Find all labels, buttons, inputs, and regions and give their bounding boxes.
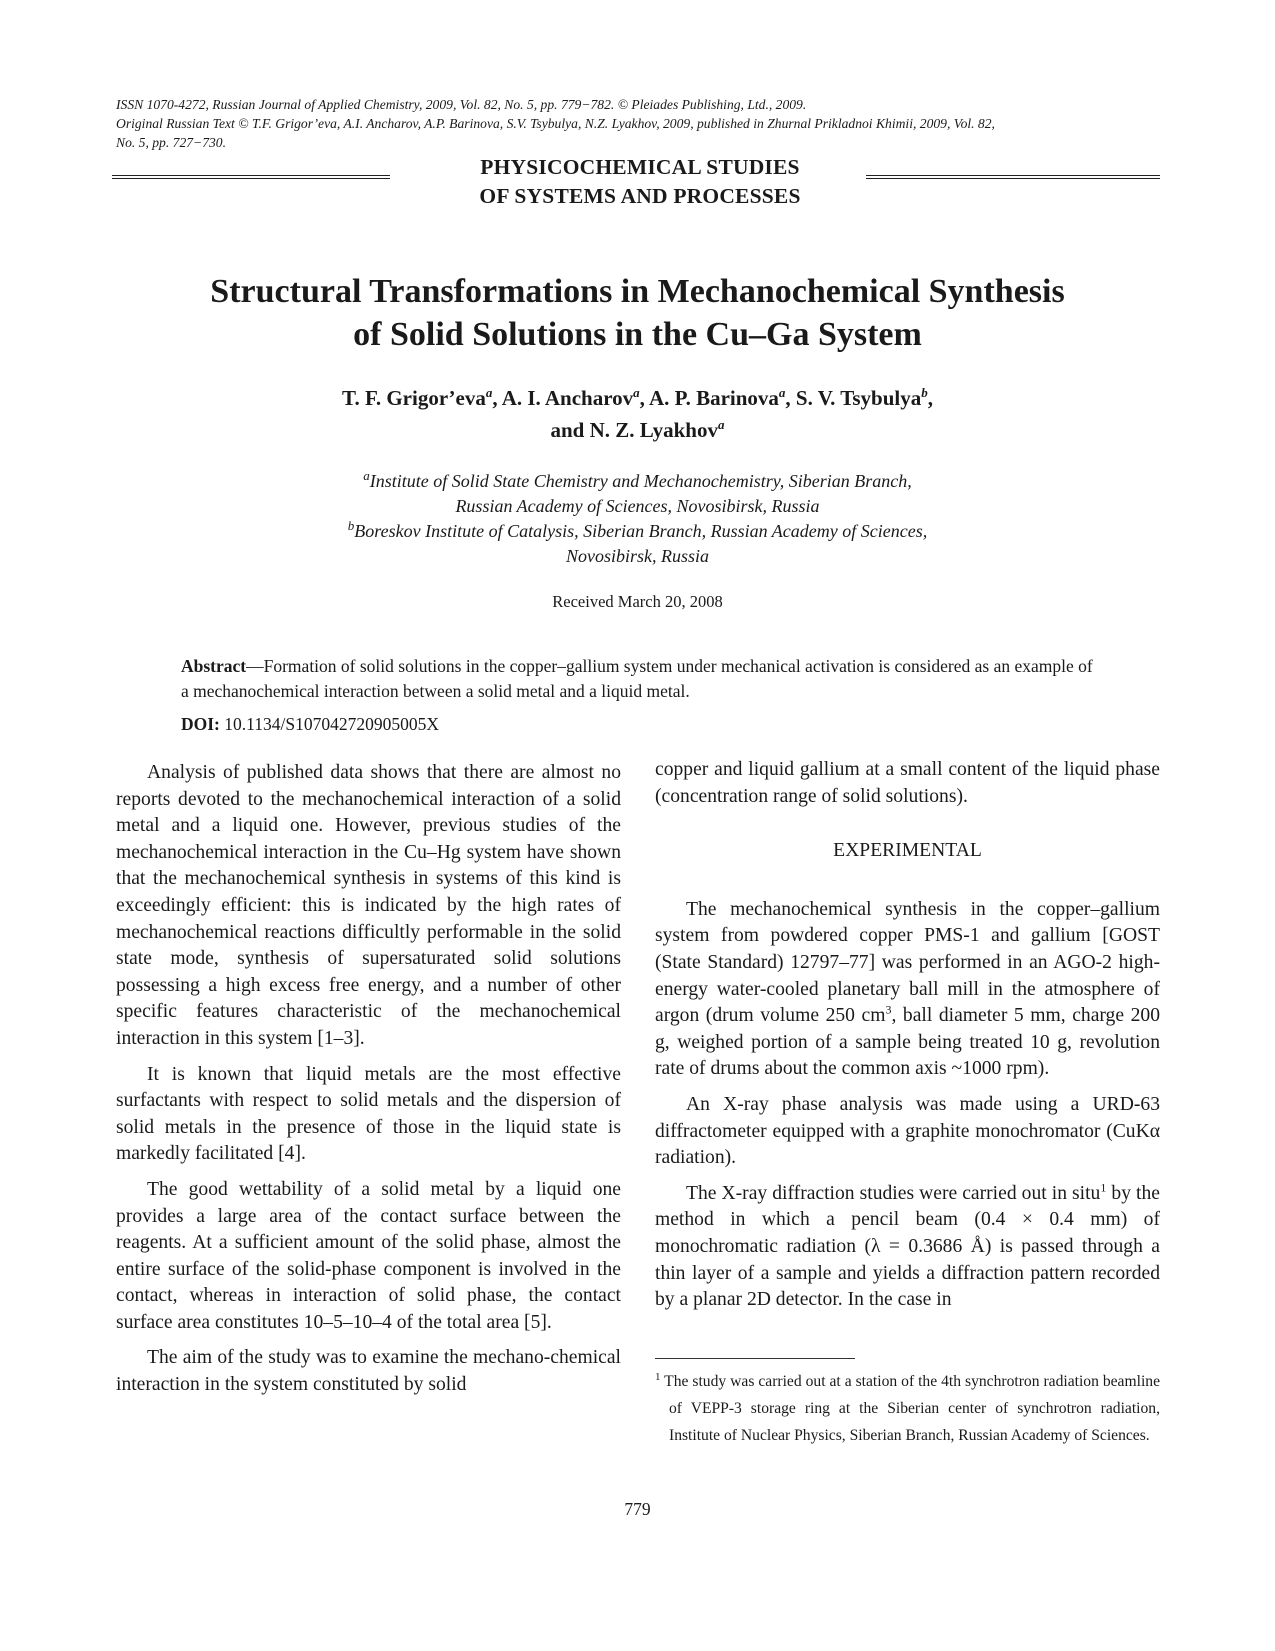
section-rule-left xyxy=(112,175,390,179)
abstract-label: Abstract xyxy=(181,656,247,676)
author-4-affil-mark: b xyxy=(921,385,928,400)
right-column xyxy=(655,757,1160,1323)
paragraph: Analysis of published data shows that there are almost no reports devoted to the mechanochemical interaction of a solid metal and a liquid one. However, previous studies of the mechanochemical interaction in the Cu–Hg system have shown that the mechanochemical synthesis in systems of this kind is exceedingly efficient: this is indicated by the high rates of mechanochemical reactions difficultly performable in the solid state mode, synthesis of supersaturated solid solutions possessing a high excess free energy, and a number of other specific features characteristic of the mechanochemical interaction in this system [1–3]. xyxy=(116,762,621,1049)
affiliation-a-line-1 xyxy=(240,469,1035,494)
author-5-affil-mark: a xyxy=(718,417,725,432)
journal-header xyxy=(116,95,1166,152)
section-heading xyxy=(390,153,890,211)
affiliations xyxy=(240,469,1035,569)
section-heading-line-2: OF SYSTEMS AND PROCESSES xyxy=(479,184,801,208)
author-3-affil-mark: a xyxy=(778,385,786,400)
affiliation-b-line-1 xyxy=(240,519,1035,544)
affiliation-b-text: Boreskov Institute of Catalysis, Siberian Branch, Russian Academy of Sciences, xyxy=(354,521,928,541)
affiliation-a-mark: a xyxy=(363,468,370,483)
affiliation-a-line-2: Russian Academy of Sciences, Novosibirsk, Russia xyxy=(455,496,820,516)
paragraph-text: The X-ray diffraction studies were carried out in situ xyxy=(686,1182,1101,1204)
title-line-2: of Solid Solutions in the Cu–Ga System xyxy=(353,316,922,353)
author-1: T. F. Grigor’eva xyxy=(342,386,486,410)
footnote-text: The study was carried out at a station of the 4th synchrotron radiation beamline of VEPP-3 storage ring at the Siberian center of synchrotron radiation, Institute of Nuclear Physics, Siberian Branch, Russian Academy of Sciences. xyxy=(660,1373,1160,1444)
paragraph: copper and liquid gallium at a small content of the liquid phase (concentration range of solid solutions). xyxy=(655,759,1160,807)
footnote-ref: 1 xyxy=(1100,1180,1107,1195)
authors-line-2 xyxy=(200,414,1075,446)
footnote xyxy=(655,1368,1160,1449)
abstract-text: —Formation of solid solutions in the copper–gallium system under mechanical activation is considered as an example of a mechanochemical interaction between a solid metal and a liquid metal. xyxy=(181,656,1093,701)
footnote-body xyxy=(655,1368,1160,1449)
page-number: 779 xyxy=(624,1499,651,1519)
authors-line-1 xyxy=(200,382,1075,414)
abstract xyxy=(181,654,1101,704)
left-column xyxy=(116,760,621,1408)
paragraph: The good wettability of a solid metal by a liquid one provides a large area of the contact surface between the reagents. At a sufficient amount of the solid phase, almost the entire surface of the solid-phase component is involved in the contact, whereas in interaction of solid phase, the contact surface area constitutes 10–5–10–4 of the total area [5]. xyxy=(116,1178,621,1333)
author-list xyxy=(200,382,1075,446)
affiliation-a-text: Institute of Solid State Chemistry and Mechanochemistry, Siberian Branch, xyxy=(369,471,912,491)
header-line-1: ISSN 1070-4272, Russian Journal of Applied Chemistry, 2009, Vol. 82, No. 5, pp. 779−782. © Pleiades Publishing, Ltd., 2009. xyxy=(116,97,807,112)
author-1-affil-mark: a xyxy=(485,385,493,400)
received-date: Received March 20, 2008 xyxy=(552,592,723,611)
paragraph: The aim of the study was to examine the mechano-chemical interaction in the system constituted by solid xyxy=(116,1347,621,1396)
header-line-3: No. 5, pp. 727−730. xyxy=(116,135,226,150)
paragraph xyxy=(655,1181,1160,1314)
author-4-tail: , xyxy=(927,386,933,410)
paragraph: An X-ray phase analysis was made using a URD-63 diffractometer equipped with a graphite monochromator (CuKα radiation). xyxy=(655,1093,1160,1169)
paragraph-text: by the method in which a pencil beam (0.4 × 0.4 mm) of monochromatic radiation (λ = 0.3686 Å) is passed through a thin layer of a sample and yields a diffraction pattern recorded by a planar 2D detector. In the case in xyxy=(655,1182,1160,1311)
author-3: , A. P. Barinova xyxy=(639,386,779,410)
doi xyxy=(181,714,439,735)
author-5: and N. Z. Lyakhov xyxy=(550,418,718,442)
doi-value: 10.1134/S107042720905005X xyxy=(219,714,439,734)
paragraph-text: The mechanochemical synthesis in the copper–gallium system from powdered copper PMS-1 and gallium [GOST (State Standard) 12797–77] was performed in an AGO-2 high-energy water-cooled planetary ball mill in the atmosphere of argon (drum volume 250 cm xyxy=(655,898,1160,1027)
author-2-affil-mark: a xyxy=(633,385,640,400)
author-4: , S. V. Tsybulya xyxy=(785,386,922,410)
paragraph: It is known that liquid metals are the most effective surfactants with respect to solid metals and the dispersion of solid metals in the presence of those in the liquid state is markedly facilitated [4]. xyxy=(116,1063,621,1165)
paragraph-text: , ball diameter 5 mm, charge 200 g, weighed portion of a sample being treated 10 g, revolution rate of drums about the common axis ~1000 rpm). xyxy=(655,1005,1160,1080)
header-line-2: Original Russian Text © T.F. Grigor’eva, A.I. Ancharov, A.P. Barinova, S.V. Tsybulya, N.Z. Lyakhov, 2009, published in Zhurnal Prikladnoi Khimii, 2009, Vol. 82, xyxy=(116,116,995,131)
footnote-divider xyxy=(655,1358,855,1359)
section-heading-experimental: EXPERIMENTAL xyxy=(833,840,982,862)
superscript: 3 xyxy=(885,1002,892,1017)
section-rule-right xyxy=(866,175,1160,179)
affiliation-b-line-2: Novosibirsk, Russia xyxy=(565,546,709,566)
section-heading-line-1: PHYSICOCHEMICAL STUDIES xyxy=(480,155,800,179)
doi-label: DOI: xyxy=(181,714,220,734)
paragraph xyxy=(655,897,1160,1083)
paper-title xyxy=(140,270,1135,356)
affiliation-b-mark: b xyxy=(347,518,355,533)
footnote-mark: 1 xyxy=(655,1370,661,1383)
title-line-1: Structural Transformations in Mechanochemical Synthesis xyxy=(210,273,1065,310)
author-2: , A. I. Ancharov xyxy=(492,386,634,410)
